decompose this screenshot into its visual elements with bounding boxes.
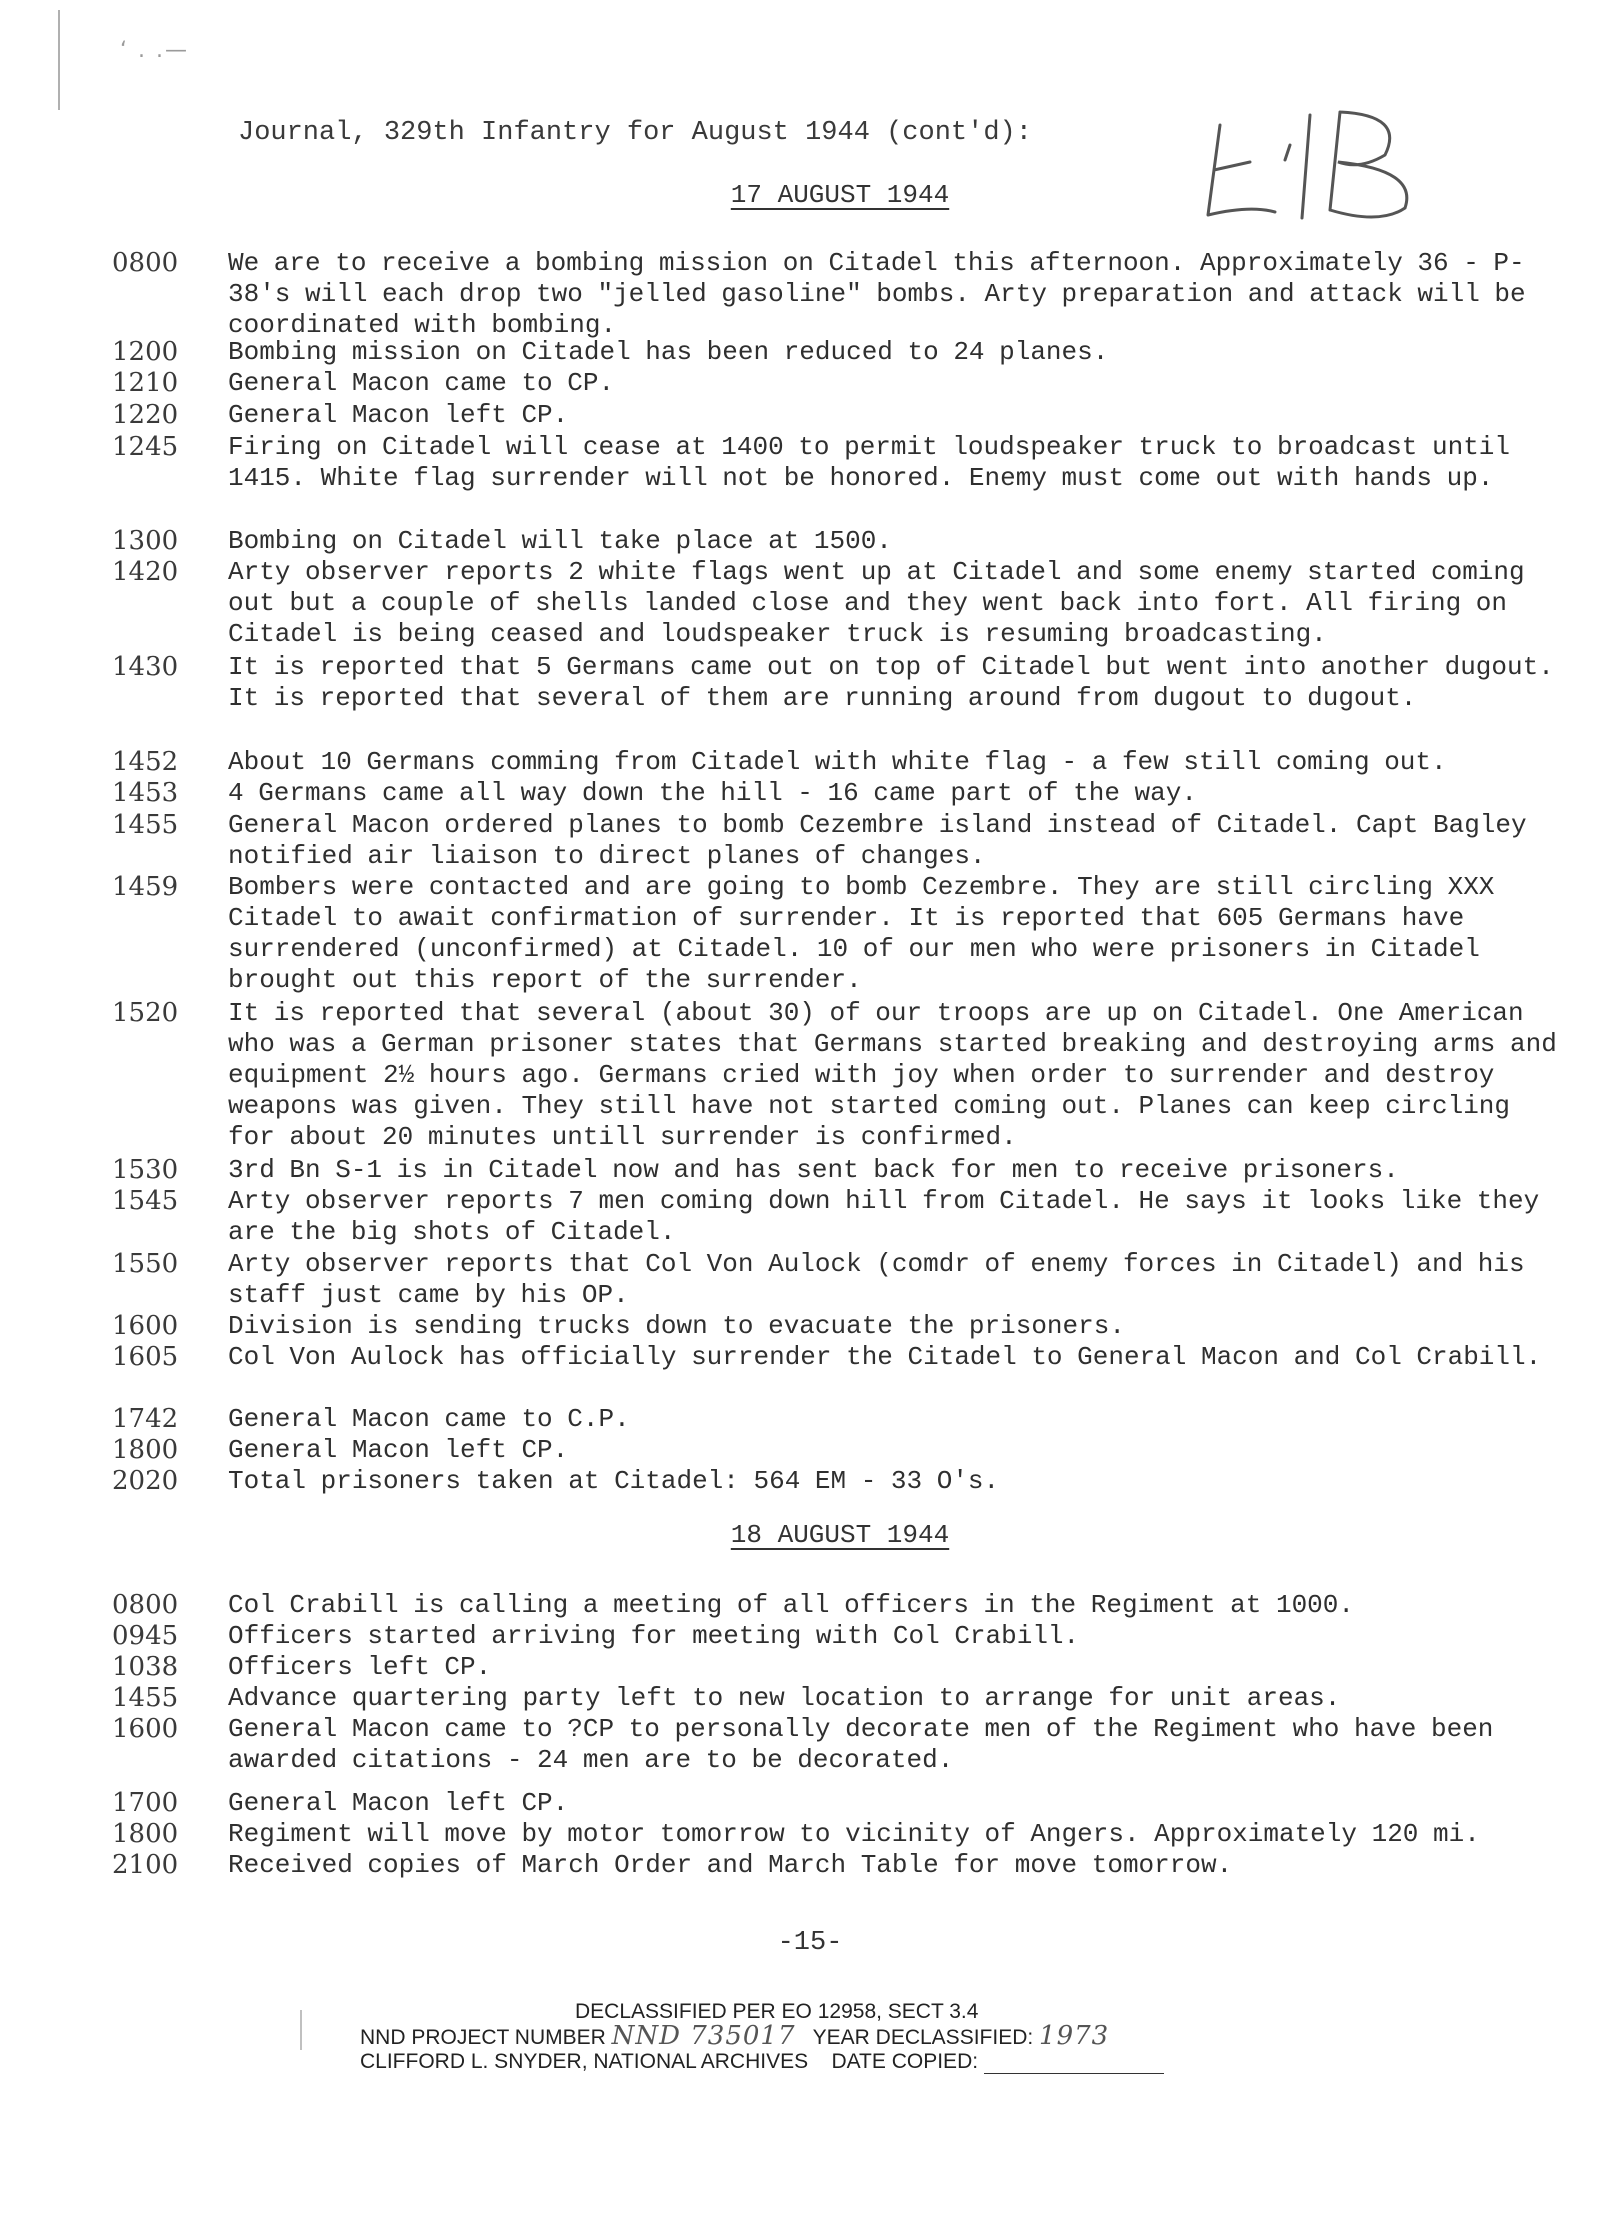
- entry-time: 1455: [112, 1683, 179, 1713]
- date-copied-label: DATE COPIED:: [831, 2050, 979, 2073]
- entry-time: 1453: [112, 778, 179, 808]
- entry-time: 1300: [112, 526, 179, 556]
- scan-corner-mark: ‘ . .—: [120, 38, 189, 63]
- project-number-label: NND PROJECT NUMBER: [360, 2026, 606, 2049]
- entry-text: Col Crabill is calling a meeting of all officers in the Regiment at 1000.: [228, 1590, 1354, 1620]
- date-heading: 18 AUGUST 1944: [730, 1520, 950, 1550]
- entry-time: 1700: [112, 1788, 179, 1818]
- margin-mark: [300, 2010, 302, 2050]
- entry-time: 1520: [112, 998, 179, 1028]
- date-heading: 17 AUGUST 1944: [730, 180, 950, 210]
- entry-time: 1605: [112, 1342, 179, 1372]
- entry-text: Bombing on Citadel will take place at 1500.: [228, 526, 892, 556]
- entry-time: 1459: [112, 872, 179, 902]
- declass-signature-line: [360, 2050, 1280, 2074]
- journal-header: Journal, 329th Infantry for August 1944 (cont'd):: [238, 118, 1032, 148]
- entry-time: 1550: [112, 1249, 179, 1279]
- entry-text: General Macon ordered planes to bomb Cezembre island instead of Citadel. Capt Bagley notified air liaison to direct planes of changes.: [228, 810, 1527, 871]
- entry-text: Officers left CP.: [228, 1652, 492, 1682]
- entry-time: 1530: [112, 1155, 179, 1185]
- entry-text: General Macon left CP.: [228, 1435, 569, 1465]
- entry-text: Firing on Citadel will cease at 1400 to permit loudspeaker truck to broadcast until 1415. White flag surrender will not be honored. Enemy must come out with hands up.: [228, 432, 1511, 493]
- entry-text: 4 Germans came all way down the hill - 16 came part of the way.: [228, 778, 1197, 808]
- project-number-handwritten: NND 735017: [611, 2021, 796, 2051]
- entry-text: It is reported that 5 Germans came out on top of Citadel but went into another dugout. It is reported that several of them are running around from dugout to dugout.: [228, 652, 1554, 713]
- entry-text: Col Von Aulock has officially surrender the Citadel to General Macon and Col Crabill.: [228, 1342, 1542, 1372]
- entry-text: General Macon left CP.: [228, 1788, 569, 1818]
- declass-authority-line: DECLASSIFIED PER EO 12958, SECT 3.4: [575, 2000, 979, 2023]
- entry-text: We are to receive a bombing mission on Citadel this afternoon. Approximately 36 - P-38's will each drop two "jelled gasoline" bombs. Arty preparation and attack will be coordinated with bombing.: [228, 248, 1526, 340]
- archives-authority: CLIFFORD L. SNYDER, NATIONAL ARCHIVES: [360, 2050, 809, 2073]
- entry-text: Bombing mission on Citadel has been reduced to 24 planes.: [228, 337, 1109, 367]
- entry-time: 1220: [112, 400, 179, 430]
- entry-text: Division is sending trucks down to evacuate the prisoners.: [228, 1311, 1125, 1341]
- page-number: -15-: [777, 1928, 843, 1958]
- entry-time: 1038: [112, 1652, 179, 1682]
- entry-time: 1245: [112, 432, 179, 462]
- entry-time: 1210: [112, 368, 179, 398]
- declassification-stamp: [360, 2000, 1280, 2074]
- entry-text: General Macon left CP.: [228, 400, 569, 430]
- entry-text: Officers started arriving for meeting with Col Crabill.: [228, 1621, 1080, 1651]
- entry-time: 0800: [112, 248, 179, 278]
- entry-text: General Macon came to C.P.: [228, 1404, 630, 1434]
- entry-text: Arty observer reports 7 men coming down hill from Citadel. He says it looks like they are the big shots of Citadel.: [228, 1186, 1540, 1247]
- entry-text: General Macon came to ?CP to personally decorate men of the Regiment who have been awarded citations - 24 men are to be decorated.: [228, 1714, 1494, 1775]
- entry-text: Total prisoners taken at Citadel: 564 EM - 33 O's.: [228, 1466, 1000, 1496]
- entry-time: 1420: [112, 557, 179, 587]
- scan-edge-mark: [58, 10, 60, 110]
- entry-text: Arty observer reports 2 white flags went up at Citadel and some enemy started coming out but a couple of shells landed close and they went back into fort. All firing on Citadel is being ceased and loudspeaker truck is resuming broadcasting.: [228, 557, 1525, 649]
- year-declassified-label: YEAR DECLASSIFIED:: [812, 2026, 1034, 2049]
- handwritten-file-mark: [1190, 100, 1430, 230]
- entry-time: 2020: [112, 1466, 179, 1496]
- entry-text: About 10 Germans comming from Citadel with white flag - a few still coming out.: [228, 747, 1447, 777]
- entry-text: Bombers were contacted and are going to bomb Cezembre. They are still circling XXX Citadel to await confirmation of surrender. It is reported that 605 Germans have surrendered (unconfirmed) at Citadel. 10 of our men who were prisoners in Citadel brought out this report of the surrender.: [228, 872, 1495, 995]
- entry-time: 2100: [112, 1850, 179, 1880]
- entry-text: 3rd Bn S-1 is in Citadel now and has sent back for men to receive prisoners.: [228, 1155, 1399, 1185]
- entry-time: 1200: [112, 337, 179, 367]
- entry-time: 1545: [112, 1186, 179, 1216]
- entry-time: 1452: [112, 747, 179, 777]
- year-declassified-handwritten: 1973: [1039, 2021, 1110, 2051]
- entry-text: Received copies of March Order and March Table for move tomorrow.: [228, 1850, 1233, 1880]
- entry-time: 1600: [112, 1311, 179, 1341]
- entry-time: 1800: [112, 1819, 179, 1849]
- entry-time: 1800: [112, 1435, 179, 1465]
- entry-time: 1455: [112, 810, 179, 840]
- entry-time: 0800: [112, 1590, 179, 1620]
- entry-text: It is reported that several (about 30) of our troops are up on Citadel. One American who was a German prisoner states that Germans started breaking and destroying arms and equipment 2½ hours ago. Germans cried with joy when order to surrender and destroy weapons was given. They still have not started coming out. Planes can keep circling for about 20 minutes untill surrender is confirmed.: [228, 998, 1557, 1152]
- entry-time: 1742: [112, 1404, 179, 1434]
- entry-text: Arty observer reports that Col Von Aulock (comdr of enemy forces in Citadel) and his staff just came by his OP.: [228, 1249, 1525, 1310]
- entry-text: Advance quartering party left to new location to arrange for unit areas.: [228, 1683, 1341, 1713]
- entry-text: General Macon came to CP.: [228, 368, 615, 398]
- declass-project-line: [360, 2021, 1280, 2051]
- entry-text: Regiment will move by motor tomorrow to vicinity of Angers. Approximately 120 mi.: [228, 1819, 1480, 1849]
- entry-time: 0945: [112, 1621, 179, 1651]
- entry-time: 1430: [112, 652, 179, 682]
- entry-time: 1600: [112, 1714, 179, 1744]
- date-copied-blank: [984, 2055, 1164, 2074]
